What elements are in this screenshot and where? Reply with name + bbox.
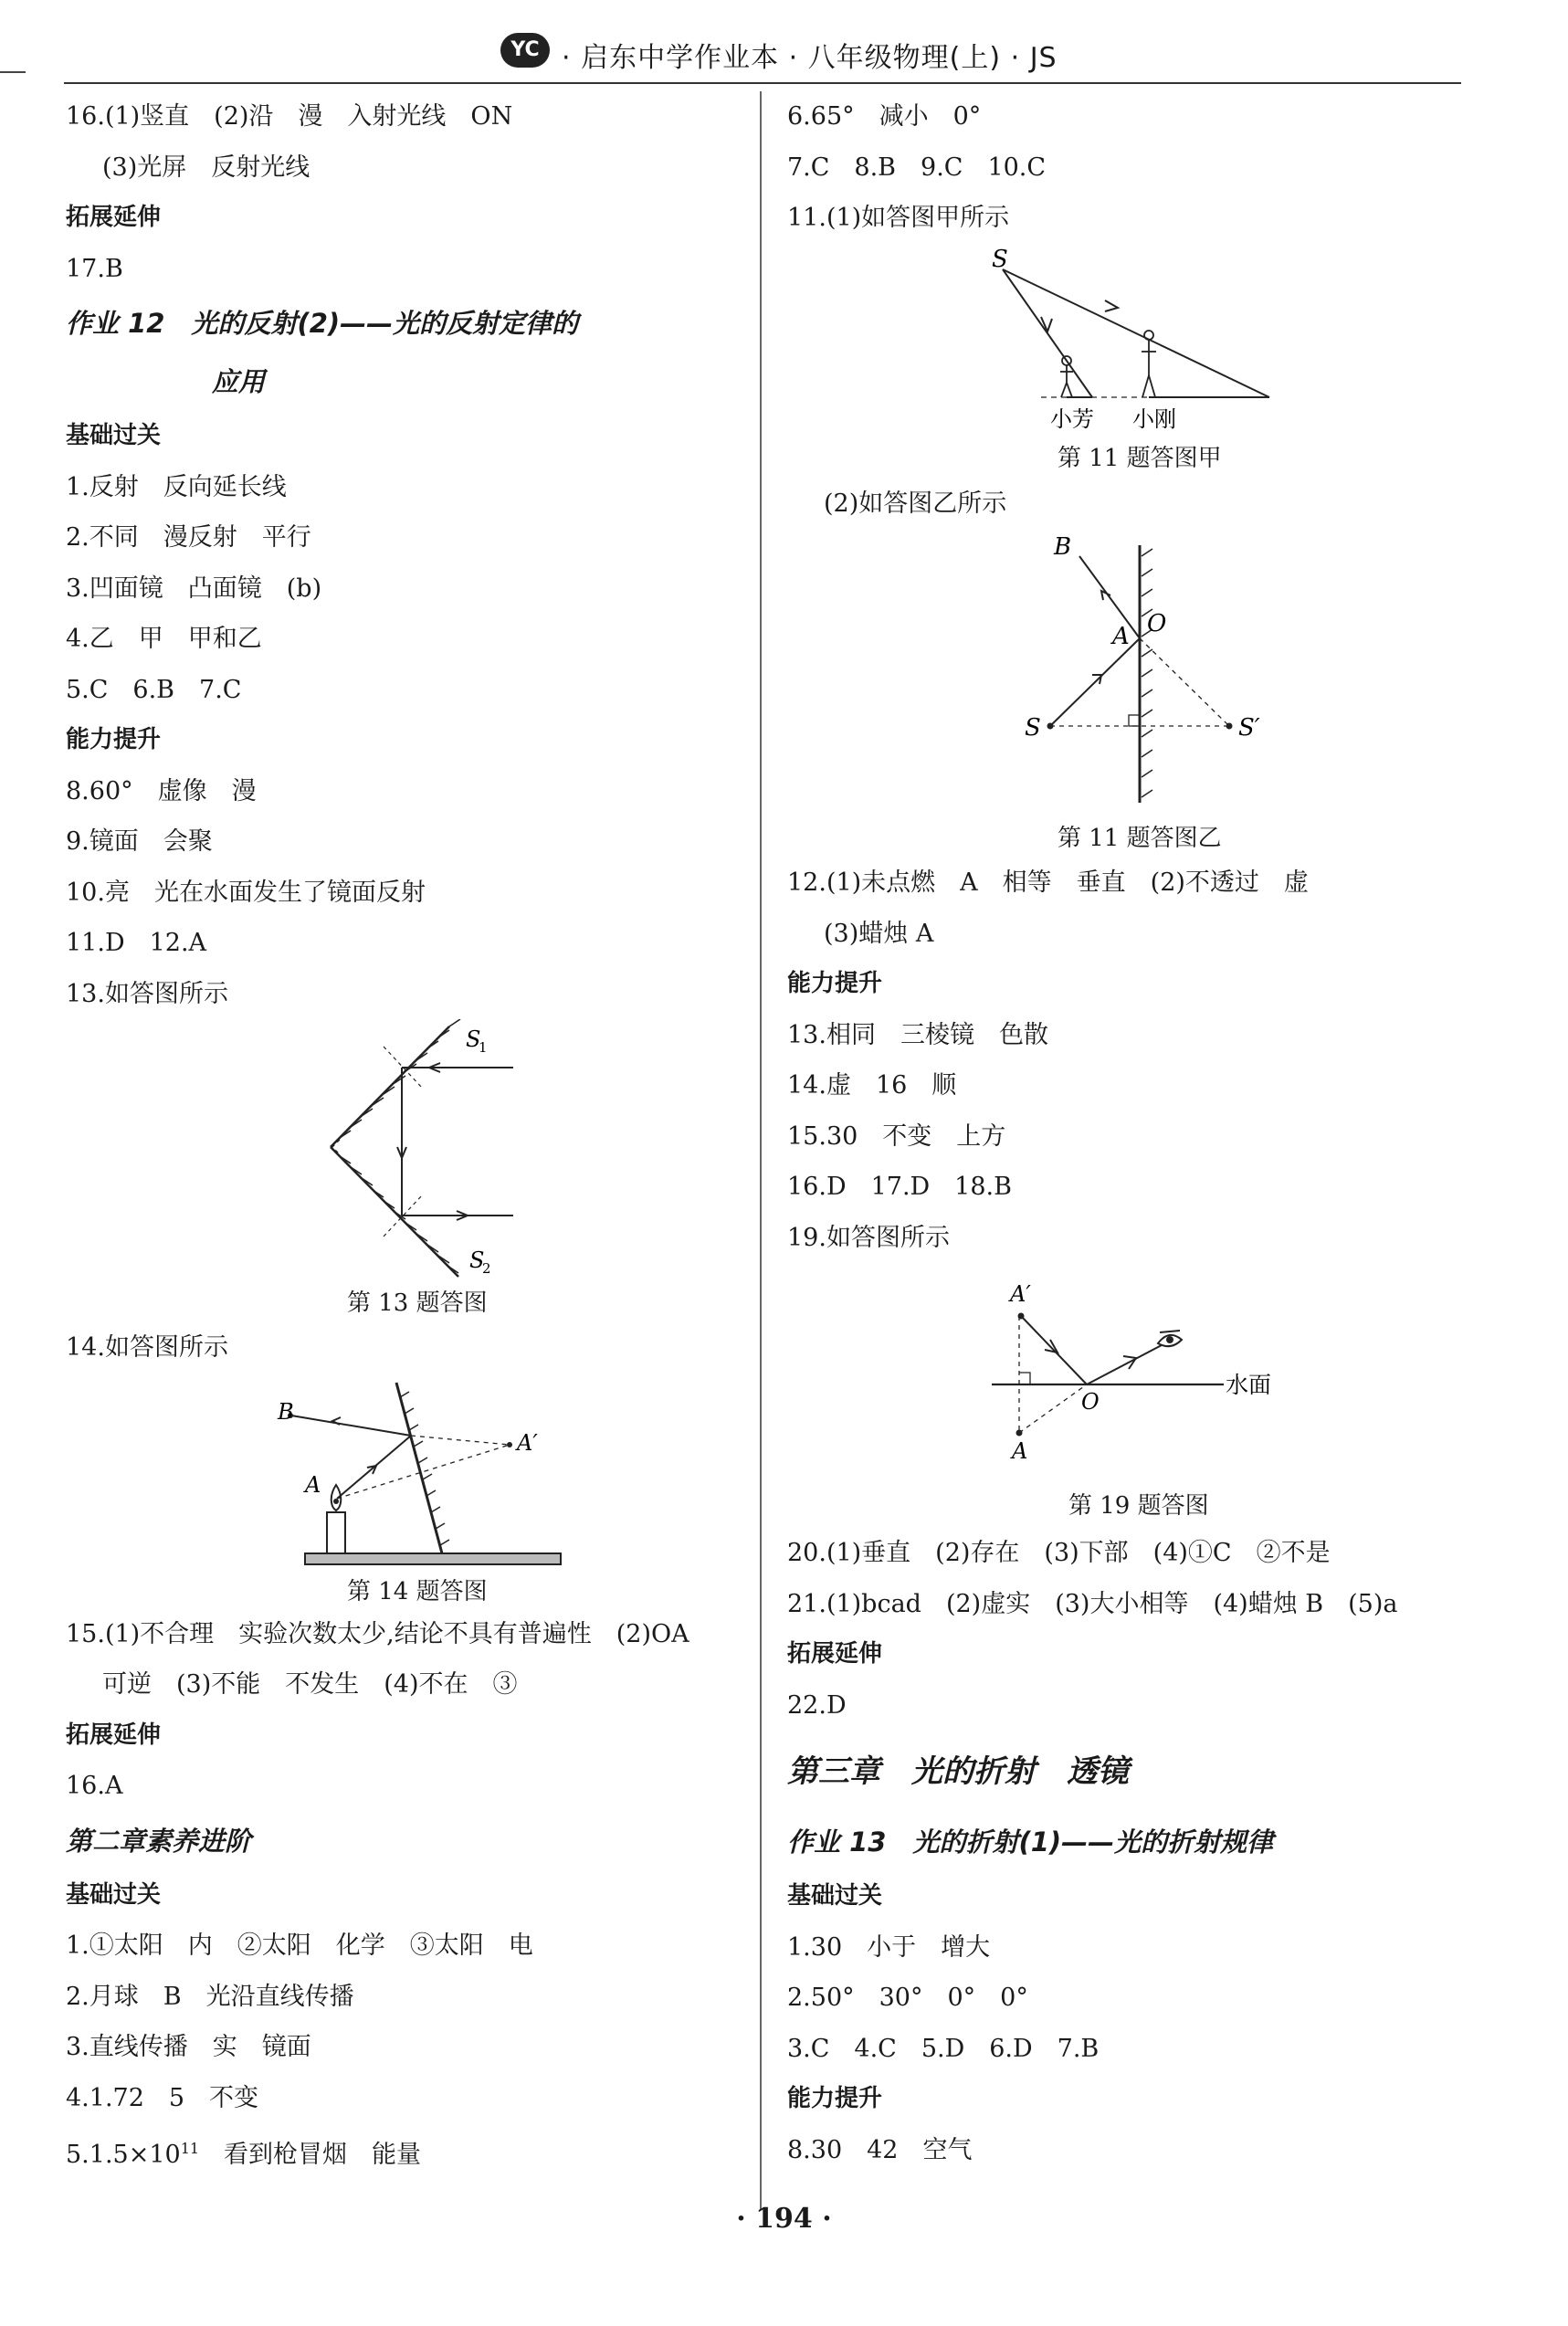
section-heading: 能力提升 (787, 2085, 883, 2112)
answer-line: 11.D 12.A (66, 929, 207, 957)
answer-line: 8.60° 虚像 漫 (66, 776, 257, 805)
section-heading: 能力提升 (66, 726, 162, 753)
figure-19-diagram (776, 1263, 1470, 1479)
chapter-title: 第三章 光的折射 透镜 (787, 1753, 1129, 1790)
label-s2: S (469, 1247, 485, 1273)
label-o: O (1147, 610, 1167, 637)
answer-line: 14.虚 16 顺 (787, 1071, 957, 1100)
section-heading: 拓展延伸 (787, 1640, 883, 1668)
answer-line: 1.30 小于 增大 (787, 1932, 991, 1962)
figure-19-caption: 第 19 题答图 (1068, 1492, 1209, 1520)
label-a: A (1112, 623, 1130, 650)
table-base (305, 1553, 561, 1564)
answer-line: 2.不同 漫反射 平行 (66, 523, 311, 552)
figure-13 (66, 1019, 760, 1322)
homework-title: 作业 12 光的反射(2)——光的反射定律的 (66, 308, 579, 339)
label-b: B (1054, 533, 1072, 561)
answer-line: 8.30 42 空气 (787, 2135, 973, 2164)
answer-line: 16.D 17.D 18.B (787, 1173, 1012, 1201)
answer-line: 2.50° 30° 0° 0° (787, 1984, 1028, 2012)
label-xiaofang: 小芳 (1050, 405, 1094, 431)
answer-line: (3)光屏 反射光线 (102, 153, 310, 182)
answer-line: 4.乙 甲 甲和乙 (66, 625, 262, 653)
label-a: A (305, 1471, 321, 1498)
answer-line: 15.(1)不合理 实验次数太少,结论不具有普遍性 (2)OA (66, 1619, 689, 1648)
page-header (64, 26, 1461, 84)
answer-line: 19.如答图所示 (787, 1223, 950, 1252)
label-a: A (1012, 1438, 1028, 1464)
answer-line: 22.D (787, 1690, 847, 1720)
chapter2-review-title: 第二章素养进阶 (66, 1825, 252, 1857)
answer-line: 9.镜面 会聚 (66, 827, 213, 856)
right-column (787, 91, 1481, 2175)
left-column (66, 91, 760, 2174)
label-water-surface: 水面 (1226, 1372, 1272, 1398)
label-a-prime: A′ (1010, 1281, 1031, 1307)
answer-line: 2.月球 B 光沿直线传播 (66, 1982, 354, 2011)
eye-icon (1158, 1331, 1182, 1346)
answer-line: 3.直线传播 实 镜面 (66, 2033, 311, 2061)
section-heading: 拓展延伸 (66, 1721, 162, 1749)
answer-line: 4.1.72 5 不变 (66, 2083, 259, 2112)
homework-title: 作业 13 光的折射(1)——光的折射规律 (787, 1826, 1274, 1858)
answer-line: (3)蜡烛 A (824, 919, 934, 948)
right-angle-mark (1129, 715, 1140, 726)
label-xiaogang: 小刚 (1132, 405, 1176, 431)
answer-line: 11.(1)如答图甲所示 (787, 204, 1010, 232)
answer-text: 5.1.5×10 (66, 2141, 181, 2169)
answer-line: 1.反射 反向延长线 (66, 472, 287, 501)
label-b: B (278, 1398, 294, 1425)
figure-14-caption: 第 14 题答图 (347, 1577, 488, 1605)
answer-line: 3.C 4.C 5.D 6.D 7.B (787, 2034, 1100, 2063)
answer-line: 15.30 不变 上方 (787, 1121, 1006, 1151)
answer-line: 6.65° 减小 0° (787, 102, 982, 131)
exponent: 11 (180, 2140, 200, 2157)
answer-line: 13.相同 三棱镜 色散 (787, 1020, 1048, 1049)
section-heading: 基础过关 (66, 1880, 162, 1909)
page-number: · 194 · (736, 2203, 832, 2235)
label-s2-sub: 2 (482, 1260, 491, 1277)
label-s: S (992, 245, 1008, 273)
logo: YC (500, 33, 550, 68)
candle (327, 1512, 345, 1553)
answer-line: (2)如答图乙所示 (824, 489, 1007, 518)
section-heading: 能力提升 (787, 970, 883, 997)
answer-line: 17.B (66, 254, 123, 283)
label-s-prime: S′ (1238, 714, 1260, 742)
answer-line: 13.如答图所示 (66, 979, 228, 1008)
answer-line: 14.如答图所示 (66, 1333, 228, 1362)
figure-11b (776, 529, 1481, 858)
answer-line: 20.(1)垂直 (2)存在 (3)下部 (4)①C ②不是 (787, 1539, 1331, 1567)
figure-19 (776, 1263, 1481, 1528)
answer-line: 10.亮 光在水面发生了镜面反射 (66, 878, 426, 907)
figure-11b-diagram (776, 529, 1470, 817)
answer-line: 7.C 8.B 9.C 10.C (787, 153, 1047, 182)
section-heading: 基础过关 (66, 422, 162, 449)
label-o: O (1081, 1389, 1100, 1415)
header-title: · 启东中学作业本 · 八年级物理(上) · JS (562, 42, 1058, 74)
section-heading: 基础过关 (787, 1882, 883, 1910)
answer-text: 看到枪冒烟 能量 (199, 2141, 422, 2169)
margin-mark (0, 71, 26, 73)
figure-13-caption: 第 13 题答图 (347, 1289, 488, 1317)
label-s1: S (466, 1026, 481, 1052)
answer-line: 可逆 (3)不能 不发生 (4)不在 ③ (102, 1670, 518, 1699)
answer-line: 16.(1)竖直 (2)沿 漫 入射光线 ON (66, 102, 513, 131)
answer-line: 3.凹面镜 凸面镜 (b) (66, 574, 322, 603)
answer-line (66, 2123, 760, 2174)
label-a-prime: A′ (517, 1429, 538, 1456)
label-s: S (1025, 714, 1041, 742)
figure-11b-caption: 第 11 题答图乙 (1058, 825, 1222, 852)
figure-14 (66, 1373, 760, 1609)
person-xiaofang (1060, 356, 1073, 397)
answer-line: 1.①太阳 内 ②太阳 化学 ③太阳 电 (66, 1931, 533, 1960)
figure-13-diagram (66, 1019, 760, 1284)
section-heading: 拓展延伸 (66, 204, 162, 231)
answer-line: 12.(1)未点燃 A 相等 垂直 (2)不透过 虚 (787, 868, 1309, 897)
homework-title-cont: 应用 (212, 366, 266, 397)
figure-11a-diagram (776, 244, 1470, 431)
figure-11a (776, 244, 1481, 479)
label-s1-sub: 1 (479, 1039, 488, 1056)
answer-line: 16.A (66, 1772, 123, 1800)
column-divider (760, 91, 762, 2210)
answer-line: 5.C 6.B 7.C (66, 675, 242, 704)
figure-11a-caption: 第 11 题答图甲 (1058, 444, 1222, 472)
person-xiaogang (1142, 331, 1156, 397)
answer-line: 21.(1)bcad (2)虚实 (3)大小相等 (4)蜡烛 B (5)a (787, 1589, 1398, 1618)
figure-14-diagram (66, 1373, 760, 1570)
